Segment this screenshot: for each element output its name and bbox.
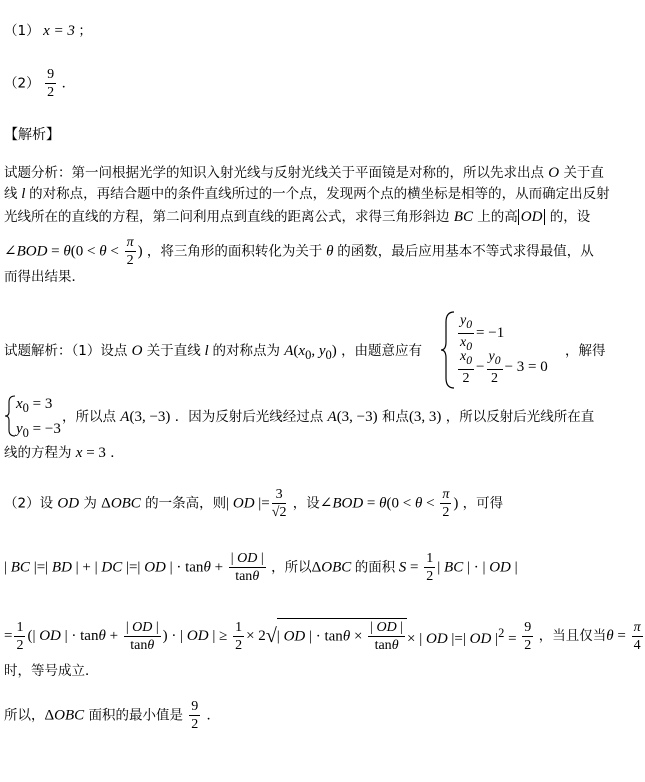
answer-1: （1） x = 3 ； <box>4 23 92 39</box>
solution-line-2: ，所以点 A(3, −3) ．因为反射后光线经过点 A(3, −3) 和点(3, 3) ，所以反射后光线所在直 <box>62 409 595 425</box>
answer-1-label: （1） <box>4 23 40 39</box>
solution-line-7: 时，等号成立． <box>4 663 99 679</box>
answer-2: （2） $\frac{9}{2}$ ． <box>4 67 76 100</box>
solution-line-3: 线的方程为 x = 3 ． <box>4 445 124 461</box>
solution-line-5: | BC |=| BD | + | DC |=| OD | · tanθ + $\frac{| OD |}{\tan\theta}$ ，所以ΔOBC 的面积 S = $\frac{1}{2}$ | BC | · | OD | <box>4 551 518 584</box>
solution-line-1: 试题解析：（1）设点 O 关于直线 l 的对称点为 $A(x_0$, $y_0$) ，由题意应有 <box>4 343 423 362</box>
analysis-line-5: 而得出结果． <box>4 269 85 285</box>
solution-line-6: = $\frac{1}{2}$ (| OD | · tanθ + $\frac{| OD |}{\tan\theta}$ ) · | OD | ≥ $\frac{1}{2}$ × 2√| OD | · tanθ × $\frac{| OD |}{\tan\theta}$ × | OD |=| OD $|^2$ = $\frac{9}{2}$ ，当且仅当θ = $\frac{\pi}{4}$ <box>4 619 641 653</box>
equation-system-1: $\frac{y_0}{x_0}$ = −1 $\frac{x_0}{2}$ − $\frac{y_0}{2}$ − 3 = 0 <box>460 313 548 386</box>
solution-line-4: （2）设 OD 为 ΔOBC 的一条高，则| OD |= $\frac{3}{√2}$ ，设∠BOD = θ(0 < θ < $\frac{\pi}{2}$ ) ，可得 <box>4 487 504 520</box>
answer-2-label: （2） <box>4 75 40 92</box>
analysis-line-2: 线 l 的对称点，再结合题中的条件直线所过的一个点，发现两个点的横坐标是相等的，从而确定出反射 <box>4 186 610 202</box>
analysis-heading: 【解析】 <box>4 127 60 143</box>
equation-system-2: $x_0 = 3$ $y_0 = -3$ <box>16 396 61 440</box>
solution-line-1-end: ，解得 <box>565 343 606 359</box>
analysis-line-3: 光线所在的直线的方程，第二问利用点到直线的距离公式，求得三角形斜边 BC 上的高 OD 的，设 <box>4 209 591 225</box>
solution-line-8: 所以，ΔOBC 面积的最小值是 $\frac{9}{2}$ ． <box>4 699 221 732</box>
answer-2-fraction: $\frac{9}{2}$ <box>47 67 55 100</box>
sqrt-icon: √| OD | · tanθ × $\frac{| OD |}{\tan\theta}$ <box>266 618 407 654</box>
analysis-line-4: ∠BOD = θ(0 < θ < $\frac{\pi}{2}$ ) ，将三角形的面积转化为关于 θ 的函数，最后应用基本不等式求得最值，从 <box>4 235 594 268</box>
answer-1-expr: x = 3 <box>43 23 75 39</box>
analysis-line-1: 试题分析：第一问根据光学的知识入射光线与反射光线关于平面镜是对称的，所以先求出点 O 关于直 <box>4 165 604 181</box>
